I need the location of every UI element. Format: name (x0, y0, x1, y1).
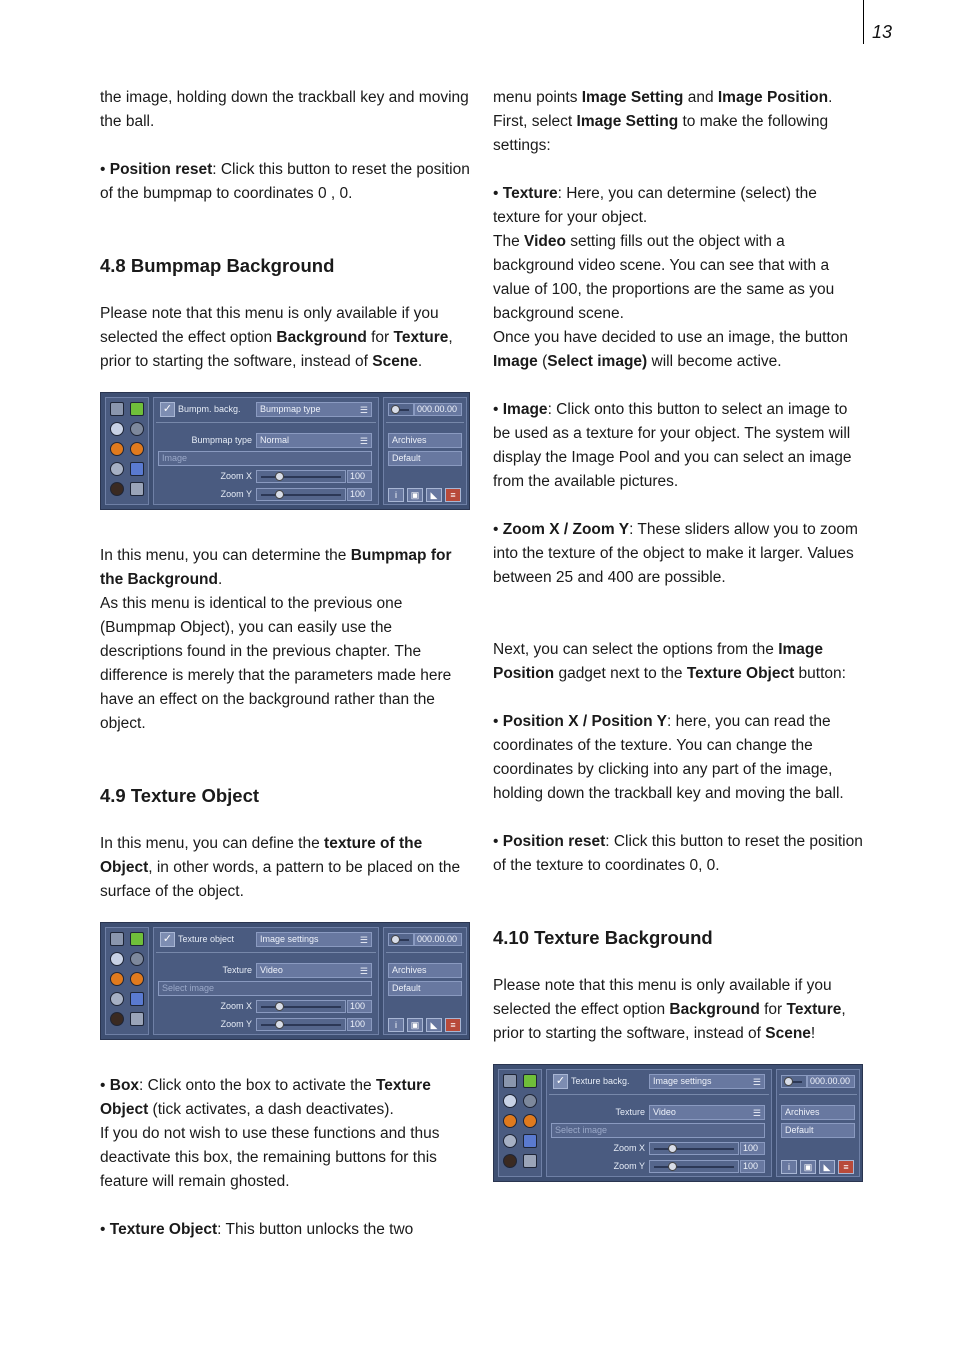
ring-icon[interactable] (503, 1094, 517, 1108)
bullet: • (493, 401, 499, 418)
bold-term: Texture Object (109, 1221, 218, 1238)
divider (156, 952, 376, 953)
slider-knob[interactable] (668, 1144, 677, 1153)
zoom-x-value[interactable]: 100 (347, 1000, 372, 1013)
zoom-x-value[interactable]: 100 (347, 470, 372, 483)
text: for (759, 1001, 787, 1018)
section-heading-4-8: 4.8 Bumpmap Background (100, 255, 335, 276)
paragraph (493, 638, 865, 686)
paragraph (493, 518, 865, 590)
paragraph: the image, holding down the trackball key and moving the ball. (100, 89, 469, 130)
bold-term: Select image) (547, 353, 648, 370)
text: ( (537, 353, 548, 370)
bold-term: Zoom X / Zoom Y (502, 521, 630, 538)
paragraph (493, 86, 865, 158)
texture-object-panel (100, 922, 470, 1040)
check-icon[interactable] (130, 932, 144, 946)
text: : Click onto this button to select an image to be used as a texture for your object. The system will display the Image Pool and you can select an image from the available pictures. (493, 401, 852, 490)
zoom-x-slider[interactable] (256, 470, 346, 483)
gray-square-icon[interactable] (130, 482, 144, 496)
ring-icon[interactable] (110, 422, 124, 436)
text: : These sliders allow you to zoom into the texture of the object to make it larger. Values between 25 and 400 are possible. (493, 521, 858, 586)
settings-pane (153, 927, 379, 1035)
bullet: • (100, 1077, 106, 1094)
zoom-y-label: Zoom Y (613, 1161, 645, 1171)
orange-sphere-icon[interactable] (130, 972, 144, 986)
arrow-icon[interactable]: ◣ (819, 1160, 835, 1174)
text: menu points (493, 89, 582, 106)
text: : This button unlocks the two (217, 1221, 414, 1238)
bold-term: Image Setting (576, 113, 679, 130)
default-button[interactable]: Default (388, 981, 462, 996)
bold-term: Box (109, 1077, 140, 1094)
paragraph: If you do not wish to use these functions and thus deactivate this box, the remaining buttons for this feature will remain ghosted. (100, 1125, 440, 1190)
slider-knob[interactable] (668, 1162, 677, 1171)
menu-lines-icon: ☰ (752, 1077, 761, 1087)
paragraph (493, 974, 865, 1046)
bold-term: Image Position (717, 89, 829, 106)
text: : Here, you can determine (select) the texture for your object. (493, 185, 817, 226)
bullet: • (100, 1221, 106, 1238)
text: The (493, 233, 525, 250)
gray-sphere-icon[interactable] (110, 402, 124, 416)
default-button[interactable]: Default (781, 1123, 855, 1138)
zoom-y-slider[interactable] (649, 1160, 739, 1173)
divider (386, 952, 464, 953)
archives-button[interactable]: Archives (781, 1105, 855, 1120)
brown-sphere-icon[interactable] (503, 1154, 517, 1168)
menu-lines-icon: ☰ (359, 966, 368, 976)
select-value: Video (260, 965, 283, 975)
paragraph (493, 326, 865, 374)
bold-term: Position reset (502, 833, 606, 850)
type-label: Texture (222, 965, 252, 975)
blue-square-icon[interactable] (130, 462, 144, 476)
menu-mode-select[interactable] (256, 932, 372, 947)
dark-sphere-icon[interactable] (523, 1094, 537, 1108)
menu-lines-icon: ☰ (359, 405, 368, 415)
info-button[interactable]: i (781, 1160, 797, 1174)
paragraph (493, 830, 865, 878)
bold-term: Background (669, 1001, 760, 1018)
gray-sphere-icon[interactable] (110, 932, 124, 946)
zoom-x-slider[interactable] (256, 1000, 346, 1013)
bold-term: Bumpmap for the Background (100, 547, 452, 588)
orange-sphere-icon[interactable] (110, 442, 124, 456)
text: Once you have decided to use an image, the button (493, 329, 849, 346)
text: Please note that this menu is only available if you selected the effect option (100, 305, 439, 346)
ring-icon[interactable] (110, 952, 124, 966)
blue-square-icon[interactable] (523, 1134, 537, 1148)
orange-sphere-icon[interactable] (130, 442, 144, 456)
left-column (100, 86, 472, 1242)
timecode[interactable]: 000.00.00 (414, 933, 462, 946)
zoom-y-label: Zoom Y (220, 1019, 252, 1029)
menu-title: Texture object (178, 934, 235, 944)
bold-term: texture of the Object (100, 835, 423, 876)
arrow-icon[interactable]: ◣ (426, 488, 442, 502)
tools-pane (776, 1069, 860, 1177)
paragraph (100, 158, 472, 206)
check-icon[interactable] (130, 402, 144, 416)
texture-sphere-icon[interactable] (503, 1134, 517, 1148)
gray-square-icon[interactable] (130, 1012, 144, 1026)
timecode[interactable]: 000.00.00 (414, 403, 462, 416)
time-slider[interactable] (388, 933, 414, 946)
slider-knob[interactable] (275, 1002, 284, 1011)
timecode[interactable]: 000.00.00 (807, 1075, 855, 1088)
archives-button[interactable]: Archives (388, 433, 462, 448)
text: Please note that this menu is only available if you selected the effect option (493, 977, 832, 1018)
orange-sphere-icon[interactable] (523, 1114, 537, 1128)
bumpmap-background-panel (100, 392, 470, 510)
archives-button[interactable]: Archives (388, 963, 462, 978)
text: gadget next to the (554, 665, 687, 682)
bold-term: Texture (786, 1001, 842, 1018)
text: will become active. (647, 353, 782, 370)
text: : Click this button to reset the position of the texture to coordinates 0, 0. (493, 833, 863, 874)
zoom-x-label: Zoom X (220, 471, 252, 481)
bold-term: Image (502, 401, 548, 418)
effect-icon-strip (105, 927, 149, 1035)
bullet: • (493, 521, 499, 538)
text: : here, you can read the coordinates of the texture. You can change the coordinates by clicking into any part of the image, holding down the trackball key and moving the ball. (493, 713, 844, 802)
brown-sphere-icon[interactable] (110, 482, 124, 496)
gray-sphere-icon[interactable] (503, 1074, 517, 1088)
slider-knob[interactable] (784, 1077, 793, 1086)
select-value: Normal (260, 435, 290, 445)
menu-title: Texture backg. (571, 1076, 630, 1086)
text: ! (810, 1025, 816, 1042)
arrow-icon[interactable]: ◣ (426, 1018, 442, 1032)
text: , prior to starting the software, instead of (493, 1001, 846, 1042)
text: (tick activates, a dash deactivates). (148, 1101, 394, 1118)
bold-term: Scene (765, 1025, 811, 1042)
zoom-x-value[interactable]: 100 (740, 1142, 765, 1155)
tool-icon[interactable]: ≡ (838, 1160, 854, 1174)
check-icon[interactable] (523, 1074, 537, 1088)
select-value: Image settings (260, 934, 319, 944)
paragraph (493, 182, 865, 230)
paragraph (493, 710, 865, 806)
select-value: Bumpmap type (260, 404, 321, 414)
text: In this menu, you can define the (100, 835, 325, 852)
time-slider[interactable] (781, 1075, 807, 1088)
paragraph (100, 302, 472, 374)
bold-term: Texture Object (100, 1077, 431, 1118)
type-select[interactable] (649, 1105, 765, 1120)
bold-term: Position reset (109, 161, 213, 178)
dark-sphere-icon[interactable] (130, 952, 144, 966)
tool-icon[interactable]: ≡ (445, 488, 461, 502)
zoom-x-slider[interactable] (649, 1142, 739, 1155)
select-image-button[interactable]: Select image (158, 981, 372, 996)
divider (156, 422, 376, 423)
bold-term: Image (493, 353, 538, 370)
bold-term: Position X / Position Y (502, 713, 667, 730)
window-icon[interactable]: ▣ (407, 488, 423, 502)
bold-term: Scene (372, 353, 418, 370)
text: . (417, 353, 423, 370)
text: button: (794, 665, 846, 682)
text: to make the following settings: (493, 113, 829, 154)
text: , in other words, a pattern to be placed on the surface of the object. (100, 859, 461, 900)
bold-term: Background (276, 329, 367, 346)
type-label: Texture (615, 1107, 645, 1117)
bold-term: Texture (393, 329, 449, 346)
enable-checkbox[interactable]: ✓ (160, 402, 175, 417)
paragraph (100, 544, 472, 592)
texture-background-panel (493, 1064, 863, 1182)
info-button[interactable]: i (388, 488, 404, 502)
zoom-y-label: Zoom Y (220, 489, 252, 499)
menu-mode-select[interactable] (649, 1074, 765, 1089)
bold-term: Texture (502, 185, 558, 202)
slider-knob[interactable] (275, 472, 284, 481)
bullet: • (493, 713, 499, 730)
gray-square-icon[interactable] (523, 1154, 537, 1168)
divider (386, 422, 464, 423)
right-column (493, 86, 865, 1182)
tools-pane (383, 397, 467, 505)
page-number: 13 (872, 22, 893, 42)
effect-icon-strip (105, 397, 149, 505)
texture-sphere-icon[interactable] (110, 992, 124, 1006)
text: . First, select (493, 89, 833, 130)
header-rule (863, 0, 864, 44)
texture-sphere-icon[interactable] (110, 462, 124, 476)
zoom-y-value[interactable]: 100 (347, 488, 372, 501)
zoom-y-value[interactable]: 100 (740, 1160, 765, 1173)
text: setting fills out the object with a background video scene. You can see that with a value of 100, the proportions are the same as you background scene. (493, 233, 835, 322)
slider-knob[interactable] (275, 1020, 284, 1029)
text: : Click this button to reset the position of the bumpmap to coordinates 0 , 0. (100, 161, 470, 202)
menu-lines-icon: ☰ (359, 935, 368, 945)
select-image-button[interactable]: Image (158, 451, 372, 466)
text: In this menu, you can determine the (100, 547, 351, 564)
menu-lines-icon: ☰ (752, 1108, 761, 1118)
blue-square-icon[interactable] (130, 992, 144, 1006)
type-select[interactable] (256, 433, 372, 448)
text: : Click onto the box to activate the (139, 1077, 376, 1094)
menu-mode-select[interactable] (256, 402, 372, 417)
enable-checkbox[interactable]: ✓ (160, 932, 175, 947)
bullet: • (100, 161, 106, 178)
type-select[interactable] (256, 963, 372, 978)
paragraph (100, 1218, 472, 1242)
section-heading-4-10: 4.10 Texture Background (493, 927, 713, 948)
slider-knob[interactable] (391, 935, 400, 944)
section-heading-4-9: 4.9 Texture Object (100, 785, 260, 806)
bold-term: Video (524, 233, 566, 250)
window-icon[interactable]: ▣ (407, 1018, 423, 1032)
select-value: Image settings (653, 1076, 712, 1086)
info-button[interactable]: i (388, 1018, 404, 1032)
tool-icon[interactable]: ≡ (445, 1018, 461, 1032)
zoom-y-slider[interactable] (256, 488, 346, 501)
text: for (366, 329, 394, 346)
text: , prior to starting the software, instead of (100, 329, 453, 370)
paragraph: As this menu is identical to the previous one (Bumpmap Object), you can easily use the descriptions found in the previous chapter. The difference is merely that the parameters made here have an effect on the background rather than the object. (100, 595, 452, 732)
time-slider[interactable] (388, 403, 414, 416)
effect-icon-strip (498, 1069, 542, 1177)
zoom-x-label: Zoom X (220, 1001, 252, 1011)
zoom-x-label: Zoom X (613, 1143, 645, 1153)
select-value: Video (653, 1107, 676, 1117)
menu-title: Bumpm. backg. (178, 404, 241, 414)
settings-pane (546, 1069, 772, 1177)
bullet: • (493, 833, 499, 850)
tools-pane (383, 927, 467, 1035)
window-icon[interactable]: ▣ (800, 1160, 816, 1174)
zoom-y-value[interactable]: 100 (347, 1018, 372, 1031)
orange-sphere-icon[interactable] (503, 1114, 517, 1128)
paragraph (100, 1074, 472, 1122)
divider (549, 1094, 769, 1095)
slider-knob[interactable] (275, 490, 284, 499)
menu-lines-icon: ☰ (359, 436, 368, 446)
zoom-y-slider[interactable] (256, 1018, 346, 1031)
enable-checkbox[interactable]: ✓ (553, 1074, 568, 1089)
brown-sphere-icon[interactable] (110, 1012, 124, 1026)
bold-term: Image Setting (581, 89, 684, 106)
paragraph (100, 832, 472, 904)
text: and (683, 89, 718, 106)
settings-pane (153, 397, 379, 505)
divider (779, 1094, 857, 1095)
text: . (217, 571, 223, 588)
bullet: • (493, 185, 499, 202)
default-button[interactable]: Default (388, 451, 462, 466)
type-label: Bumpmap type (191, 435, 252, 445)
bold-term: Image Position (493, 641, 823, 682)
slider-knob[interactable] (391, 405, 400, 414)
paragraph (493, 230, 865, 326)
dark-sphere-icon[interactable] (130, 422, 144, 436)
select-image-button[interactable]: Select image (551, 1123, 765, 1138)
bold-term: Texture Object (686, 665, 795, 682)
orange-sphere-icon[interactable] (110, 972, 124, 986)
paragraph (493, 398, 865, 494)
text: Next, you can select the options from the (493, 641, 779, 658)
